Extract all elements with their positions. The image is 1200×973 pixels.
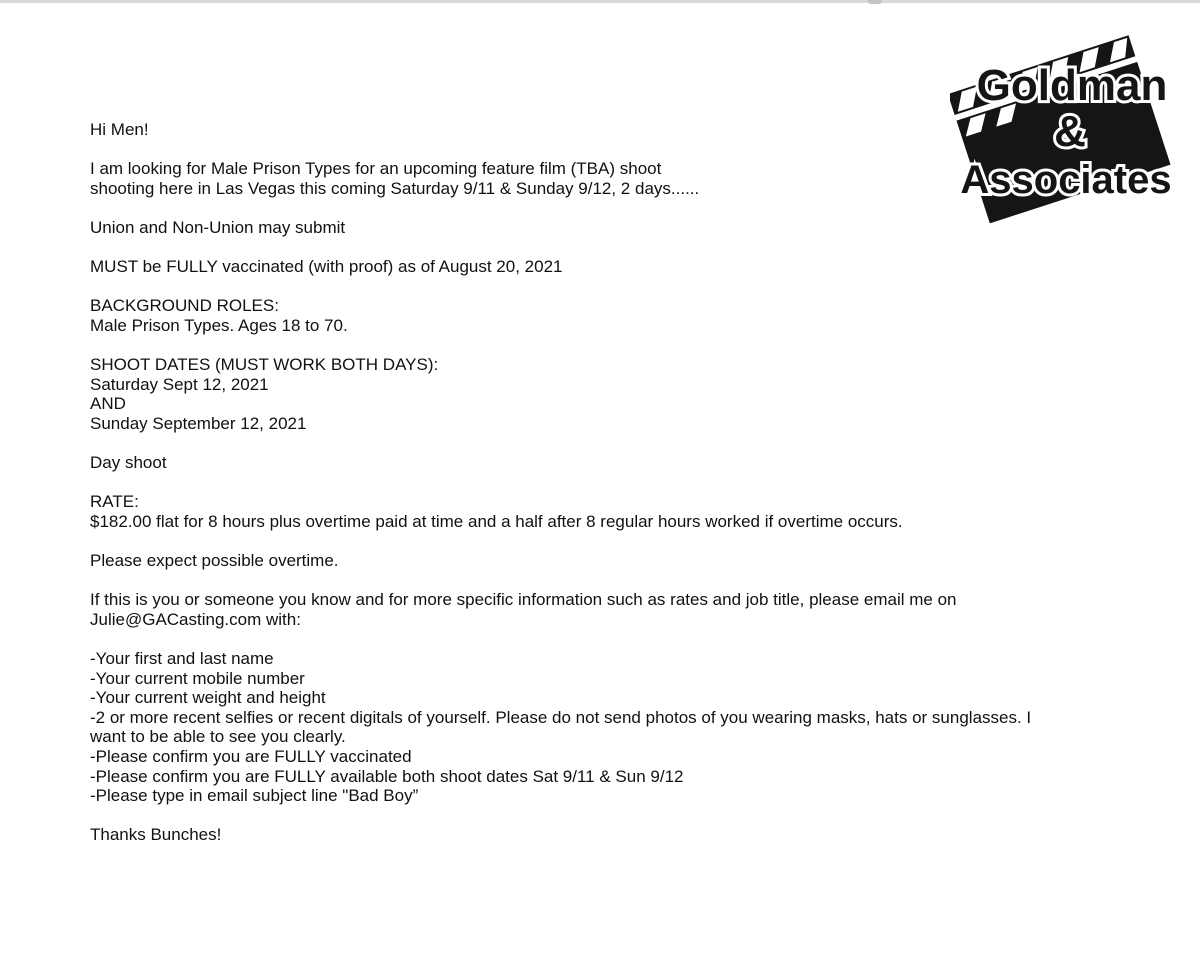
requirement-item: -Your current weight and height bbox=[90, 688, 326, 708]
shoot-dates-section bbox=[90, 355, 1100, 433]
logo-line-associates: Associates bbox=[960, 158, 1172, 202]
roles-heading: BACKGROUND ROLES: bbox=[90, 296, 279, 316]
rate-heading: RATE: bbox=[90, 492, 139, 512]
page-top-edge bbox=[0, 0, 1200, 3]
requirement-item: -Please type in email subject line "Bad Boy” bbox=[90, 786, 419, 806]
signoff-text: Thanks Bunches! bbox=[90, 825, 222, 845]
roles-detail: Male Prison Types. Ages 18 to 70. bbox=[90, 315, 348, 335]
contact-line: If this is you or someone you know and for more specific information such as rates and job title, please email me on bbox=[90, 590, 957, 610]
intro-line: shooting here in Las Vegas this coming Saturday 9/11 & Sunday 9/12, 2 days...... bbox=[90, 178, 700, 198]
signoff bbox=[90, 825, 1100, 845]
requirement-item: -Please confirm you are FULLY available both shoot dates Sat 9/11 & Sun 9/12 bbox=[90, 766, 684, 786]
shoot-date: Sunday September 12, 2021 bbox=[90, 413, 307, 433]
contact-email-line: Julie@GACasting.com with: bbox=[90, 609, 301, 629]
requirement-item: -Please confirm you are FULLY vaccinated bbox=[90, 747, 412, 766]
vaccination-text: MUST be FULLY vaccinated (with proof) as of August 20, 2021 bbox=[90, 257, 563, 277]
shoot-date-conjunction: AND bbox=[90, 394, 126, 414]
roles-section bbox=[90, 296, 1100, 335]
greeting bbox=[90, 120, 1100, 140]
union-text: Union and Non-Union may submit bbox=[90, 217, 346, 237]
rate-detail: $182.00 flat for 8 hours plus overtime paid at time and a half after 8 regular hours worked if overtime occurs. bbox=[90, 511, 903, 531]
greeting-text: Hi Men! bbox=[90, 120, 149, 139]
logo-line-ampersand: & bbox=[1054, 107, 1086, 156]
overtime-text: Please expect possible overtime. bbox=[90, 551, 339, 571]
casting-notice bbox=[90, 120, 1100, 865]
union-paragraph bbox=[90, 218, 1100, 238]
shoot-type-text: Day shoot bbox=[90, 453, 167, 473]
requirement-item: -Your current mobile number bbox=[90, 668, 305, 688]
requirement-item-continued: want to be able to see you clearly. bbox=[90, 727, 346, 747]
scroll-handle[interactable] bbox=[868, 0, 882, 4]
vaccination-paragraph bbox=[90, 257, 1100, 277]
shoot-dates-heading: SHOOT DATES (MUST WORK BOTH DAYS): bbox=[90, 355, 439, 375]
overtime-paragraph bbox=[90, 551, 1100, 571]
intro-line: I am looking for Male Prison Types for an upcoming feature film (TBA) shoot bbox=[90, 159, 662, 179]
requirement-item: -Your first and last name bbox=[90, 649, 274, 669]
intro-paragraph bbox=[90, 159, 1100, 198]
requirements-list bbox=[90, 649, 1100, 806]
requirement-item: -2 or more recent selfies or recent digitals of yourself. Please do not send photos of you wearing masks, hats or sunglasses. I bbox=[90, 707, 1032, 727]
rate-section bbox=[90, 492, 1100, 531]
shoot-type-paragraph bbox=[90, 453, 1100, 473]
logo-line-goldman: Goldman bbox=[976, 61, 1168, 110]
contact-paragraph bbox=[90, 590, 1100, 629]
shoot-date: Saturday Sept 12, 2021 bbox=[90, 374, 269, 394]
